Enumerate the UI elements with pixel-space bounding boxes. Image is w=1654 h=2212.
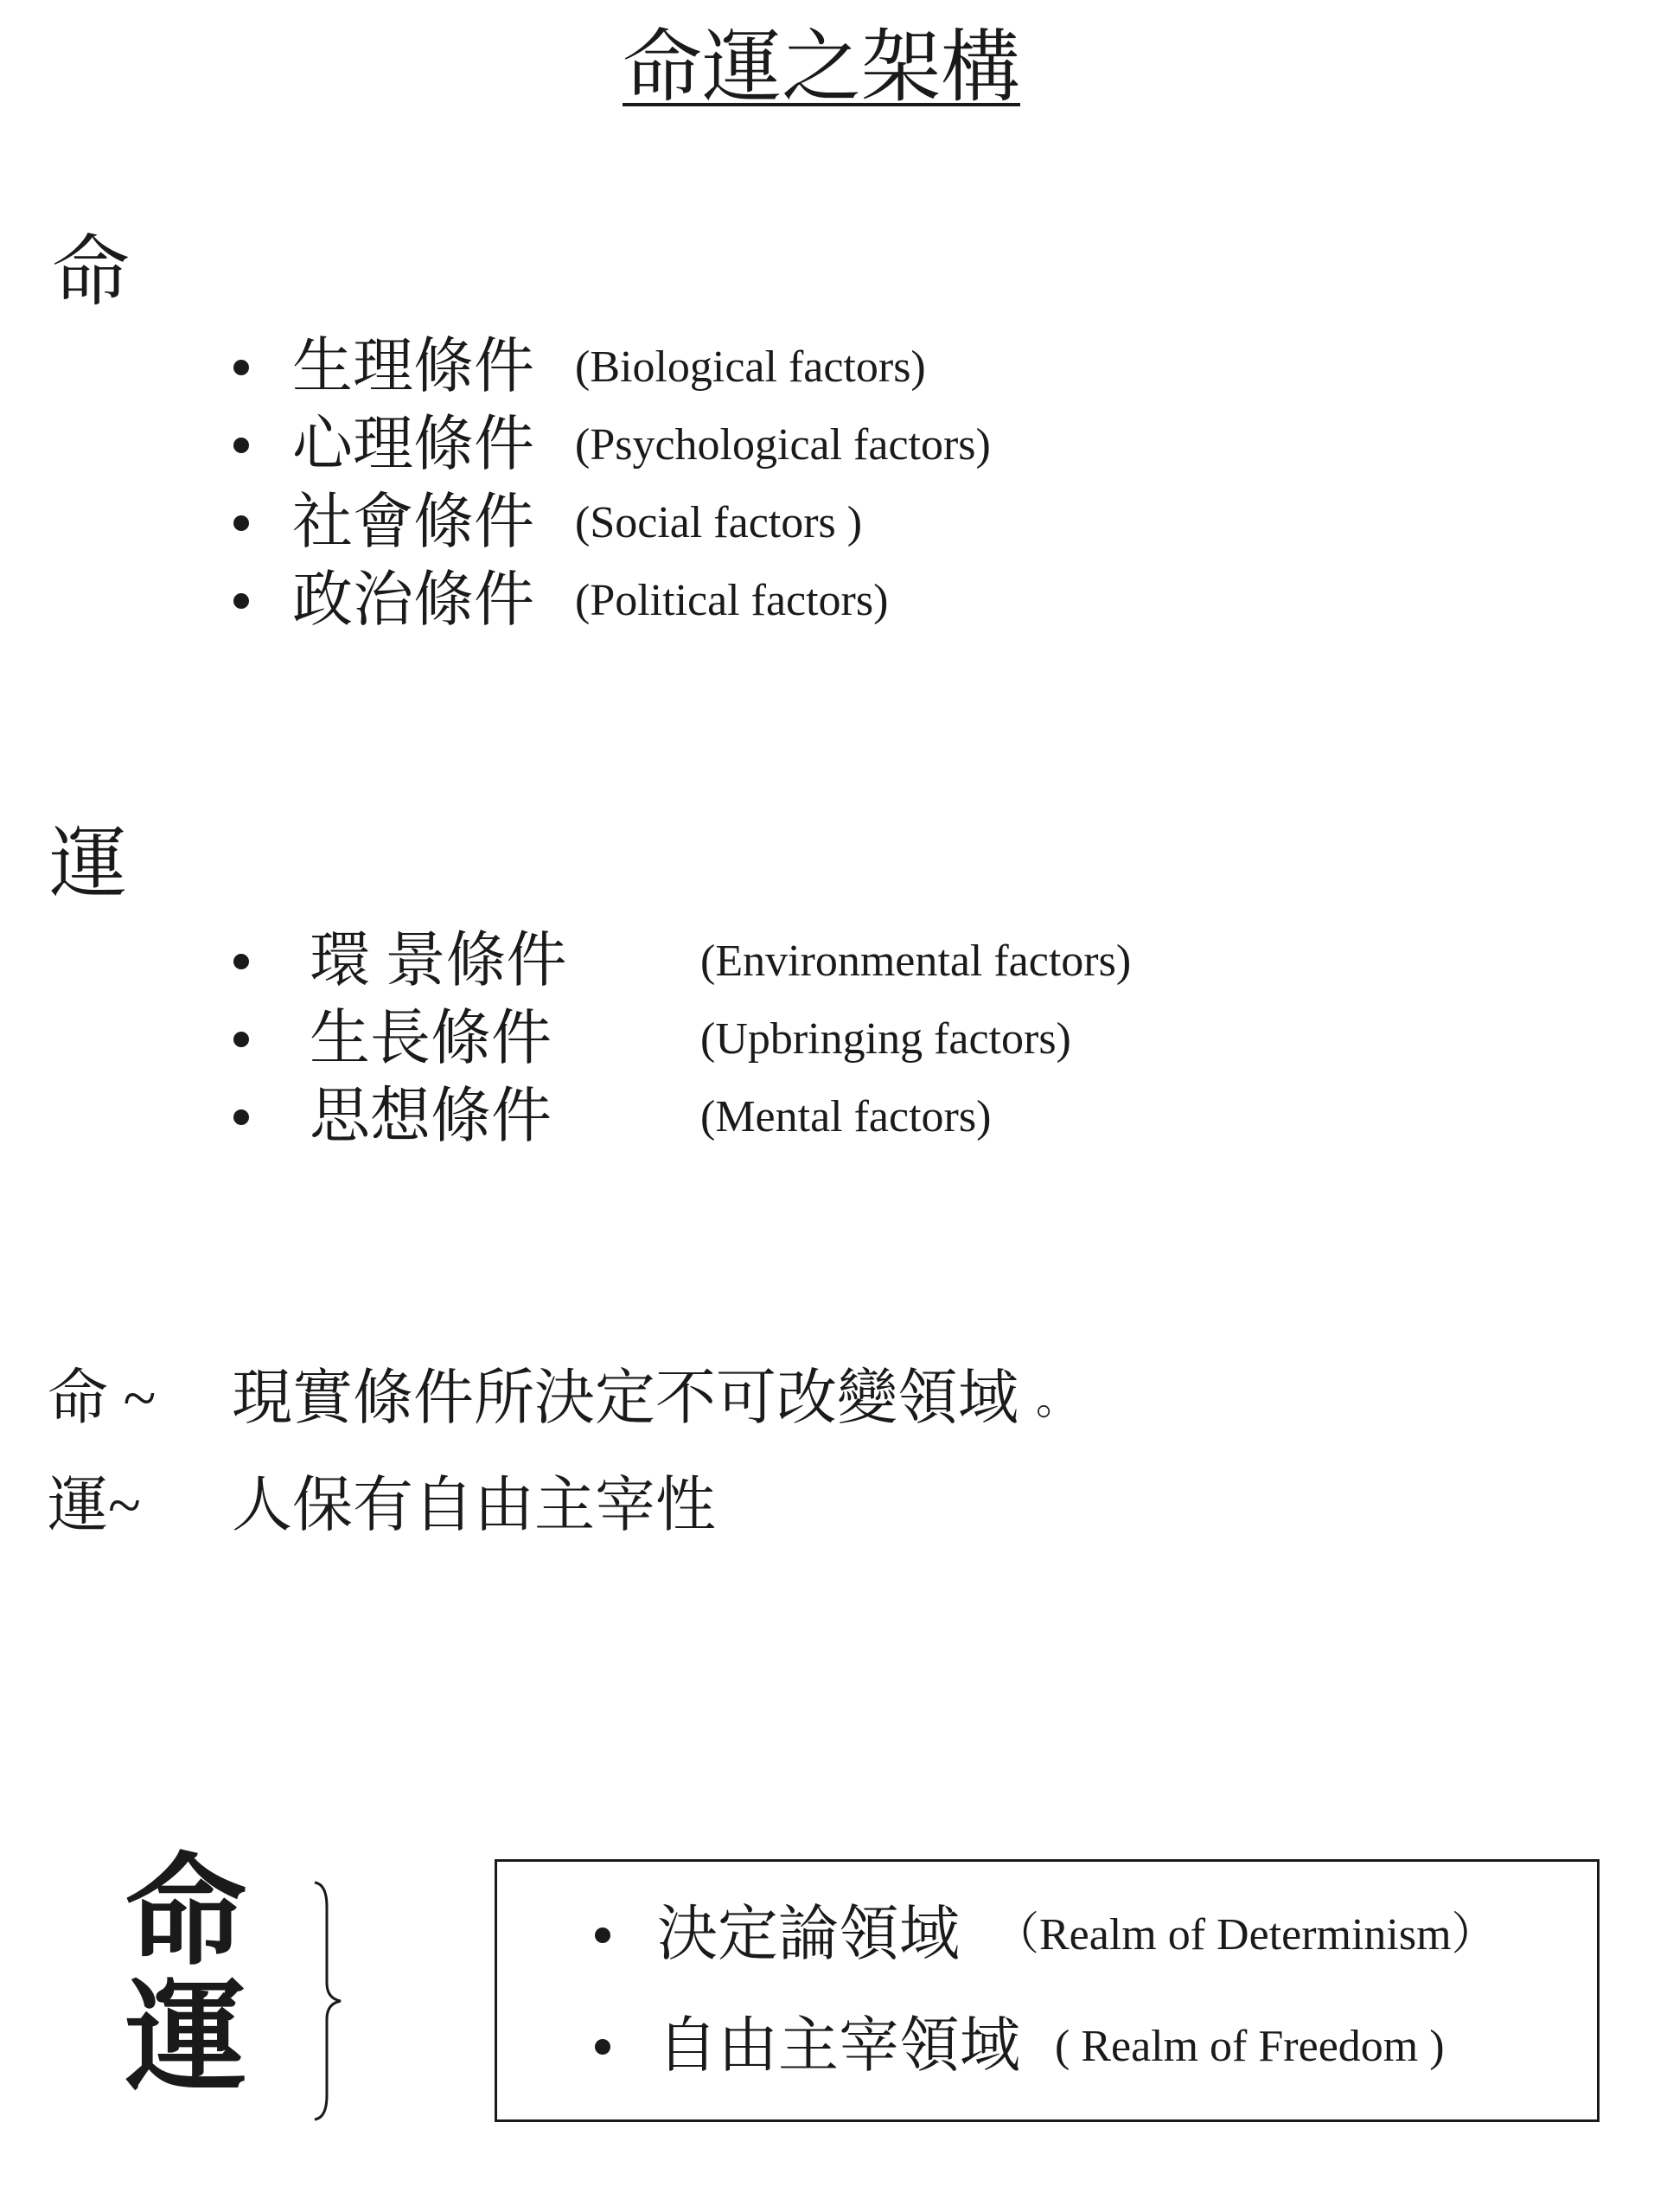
list-item bbox=[595, 2012, 1597, 2081]
bullet-icon bbox=[233, 1109, 249, 1125]
item-en: (Social factors ) bbox=[575, 498, 863, 547]
summary-char-ming: 命 bbox=[125, 1846, 247, 1980]
definitions bbox=[48, 1365, 1079, 1541]
bullet-icon bbox=[595, 1928, 610, 1943]
summary-box bbox=[495, 1859, 1600, 2122]
summary-chars bbox=[125, 1846, 247, 2106]
definition-yun bbox=[48, 1472, 1079, 1541]
list-item bbox=[233, 489, 991, 558]
item-zh: 政治條件 bbox=[292, 567, 534, 634]
list-item bbox=[233, 1005, 1131, 1074]
bullet-icon bbox=[233, 515, 249, 531]
definition-text: 人保有自由主宰性 bbox=[232, 1473, 716, 1539]
brace-icon bbox=[311, 1881, 346, 2121]
item-en: (Environmental factors) bbox=[700, 937, 1132, 986]
item-zh: 思想條件 bbox=[310, 1084, 552, 1150]
item-zh: 環 景條件 bbox=[310, 928, 567, 994]
item-zh: 心理條件 bbox=[292, 412, 534, 478]
bullet-icon bbox=[233, 360, 249, 375]
list-item bbox=[233, 411, 991, 480]
item-zh: 自由主宰領域 bbox=[657, 2012, 1020, 2080]
item-en: （Realm of Determinism） bbox=[994, 1909, 1497, 1959]
bullet-icon bbox=[233, 1032, 249, 1047]
bullet-icon bbox=[233, 954, 249, 969]
item-en: ( Realm of Freedom ) bbox=[1055, 2021, 1445, 2071]
summary-char-yun: 運 bbox=[125, 1972, 247, 2106]
ming-heading: 命 bbox=[52, 230, 130, 316]
item-zh: 決定論領域 bbox=[657, 1901, 960, 1968]
ming-list bbox=[233, 333, 991, 636]
yun-heading: 運 bbox=[49, 822, 127, 907]
definition-term: 命 ~ bbox=[48, 1365, 156, 1432]
item-en: (Political factors) bbox=[575, 576, 889, 625]
bullet-icon bbox=[233, 438, 249, 453]
page-title: 命運之架構 bbox=[623, 23, 1021, 112]
item-en: (Mental factors) bbox=[700, 1092, 992, 1141]
list-item bbox=[233, 927, 1131, 996]
definition-term: 運~ bbox=[48, 1473, 141, 1539]
item-en: (Psychological factors) bbox=[575, 420, 991, 470]
list-item bbox=[595, 1901, 1597, 1970]
list-item bbox=[233, 1083, 1131, 1152]
yun-list bbox=[233, 927, 1131, 1152]
list-item bbox=[233, 333, 991, 402]
item-zh: 社會條件 bbox=[292, 489, 534, 556]
item-en: (Biological factors) bbox=[575, 342, 926, 392]
bullet-icon bbox=[595, 2039, 610, 2055]
item-zh: 生理條件 bbox=[292, 334, 534, 400]
definition-text: 現實條件所決定不可改變領域 bbox=[232, 1365, 1019, 1432]
item-zh: 生長條件 bbox=[310, 1006, 552, 1072]
item-en: (Upbringing factors) bbox=[700, 1014, 1071, 1064]
definition-ming bbox=[48, 1365, 1079, 1434]
bullet-icon bbox=[233, 593, 249, 609]
list-item bbox=[233, 566, 991, 636]
definition-end: 。 bbox=[1036, 1375, 1079, 1423]
